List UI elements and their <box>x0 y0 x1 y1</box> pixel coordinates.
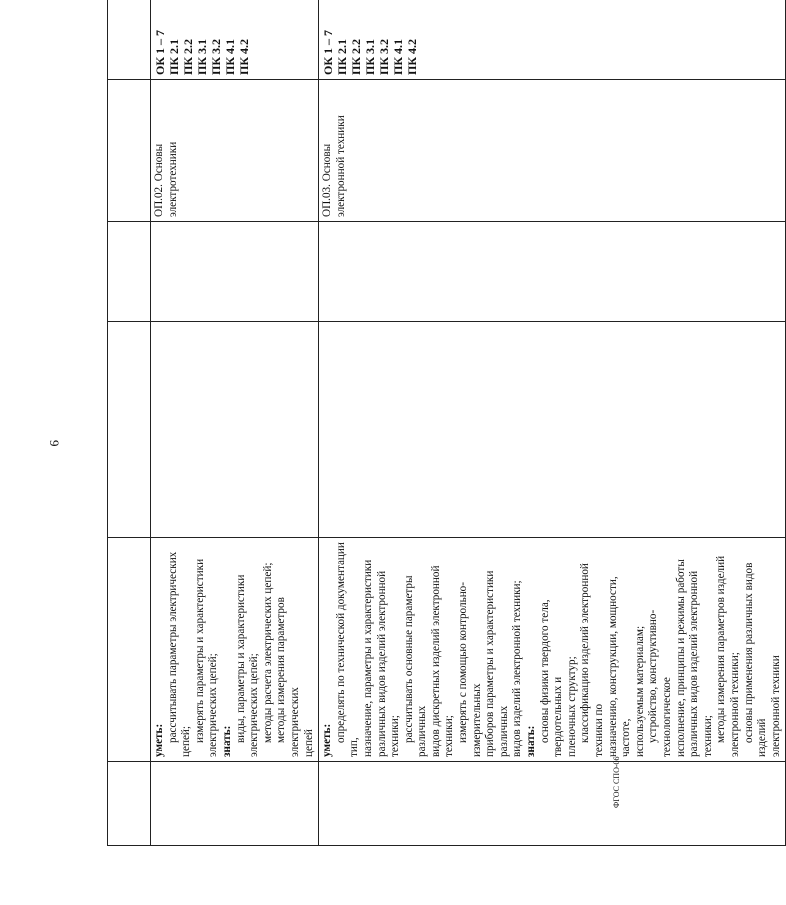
competency-code: ПК 3.1 <box>363 38 378 75</box>
cell-competencies <box>151 0 319 80</box>
cell-discipline: ОП.03. Основы электронной техники <box>319 80 786 222</box>
cell-index <box>108 762 151 846</box>
requirement-keyword: знать: <box>220 725 233 757</box>
cell-discipline <box>108 80 151 222</box>
requirement-line: электрических цепей; <box>248 653 261 757</box>
competency-code: ПК 3.2 <box>377 38 392 75</box>
competency-code: ОК 1 – 7 <box>153 29 167 75</box>
table-row <box>151 0 319 846</box>
competency-code: ПК 4.2 <box>405 38 420 75</box>
requirement-line: основы применения различных видов изделий <box>742 562 769 757</box>
requirement-line: классификацию изделий электронной техники по <box>579 563 605 757</box>
requirement-line: электрических цепей; <box>207 653 220 757</box>
requirement-line: основы физики твердого тела, твердотельных и <box>538 599 565 757</box>
requirement-line: методы измерения параметров изделий <box>715 555 728 743</box>
competency-code: ПК 2.1 <box>335 38 350 75</box>
competency-code: ПК 3.1 <box>195 38 209 75</box>
requirement-line: измерять параметры и характеристики <box>193 558 206 743</box>
requirement-line: видов дискретных изделий электронной техники; <box>429 565 456 757</box>
requirement-line: виды, параметры и характеристики <box>234 574 247 743</box>
requirement-line: используемым материалам; <box>633 625 646 757</box>
requirement-line: электронной техники <box>769 655 782 757</box>
competency-code: ОК 1 – 7 <box>321 29 336 75</box>
competency-code: ПК 2.2 <box>181 38 195 75</box>
table-row-top <box>108 0 151 846</box>
cell-competencies <box>319 0 786 80</box>
requirement-line: назначение, параметры и характеристики <box>361 559 374 757</box>
requirement-line: назначению, конструкции, мощности, частоте, <box>606 576 633 757</box>
requirement-line: электронной техники; <box>728 652 741 757</box>
requirement-line: приборов параметры и характеристики различных <box>484 570 510 757</box>
cell-requirements <box>151 538 319 762</box>
cell-hours-max <box>151 322 319 538</box>
cell-competencies <box>108 0 151 80</box>
requirement-line: цепей <box>302 729 315 757</box>
requirement-line: различных видов изделий электронной техники; <box>375 570 402 757</box>
requirement-keyword: знать: <box>525 725 538 757</box>
competency-code: ПК 4.1 <box>391 38 406 75</box>
requirement-line: пленочных структур; <box>565 656 578 757</box>
requirement-line: методы измерения параметров электрических <box>275 597 301 757</box>
cell-hours-class <box>108 222 151 322</box>
cell-hours-max <box>108 322 151 538</box>
cell-requirements <box>319 538 786 762</box>
cell-hours-max <box>319 322 786 538</box>
requirement-line: измерять с помощью контрольно-измерительных <box>457 582 483 757</box>
requirement-line: методы расчета электрических цепей; <box>261 562 274 743</box>
cell-discipline: ОП.02. Основы электротехники <box>151 80 319 222</box>
requirement-line: исполнение, принципы и режимы работы <box>674 559 687 757</box>
requirement-keyword: уметь: <box>153 723 165 757</box>
requirement-keyword: уметь: <box>321 723 334 757</box>
page-number: 9 <box>47 440 62 447</box>
competency-code: ПК 4.1 <box>223 38 237 75</box>
table-row <box>319 0 786 846</box>
requirement-line: определять по технической документации тип, <box>334 542 361 757</box>
requirement-line: видов изделий электронной техники; <box>511 580 524 757</box>
cell-index <box>151 762 319 846</box>
requirement-line: различных видов изделий электронной техники; <box>688 570 714 757</box>
competency-code: ПК 2.2 <box>349 38 364 75</box>
cell-hours-class <box>151 222 319 322</box>
competency-code: ПК 2.1 <box>167 38 181 75</box>
cell-index <box>319 762 786 846</box>
footer-label: ФГОС СПО-06 <box>612 756 621 808</box>
cell-requirements <box>108 538 151 762</box>
requirement-line: устройство, конструктивно-технологическое <box>647 609 673 757</box>
competency-code: ПК 3.2 <box>209 38 223 75</box>
competency-code: ПК 4.2 <box>237 38 251 75</box>
requirement-line: рассчитывать параметры электрических цепей; <box>166 551 193 757</box>
cell-hours-class <box>319 222 786 322</box>
requirement-line: рассчитывать основные параметры различных <box>402 575 429 757</box>
